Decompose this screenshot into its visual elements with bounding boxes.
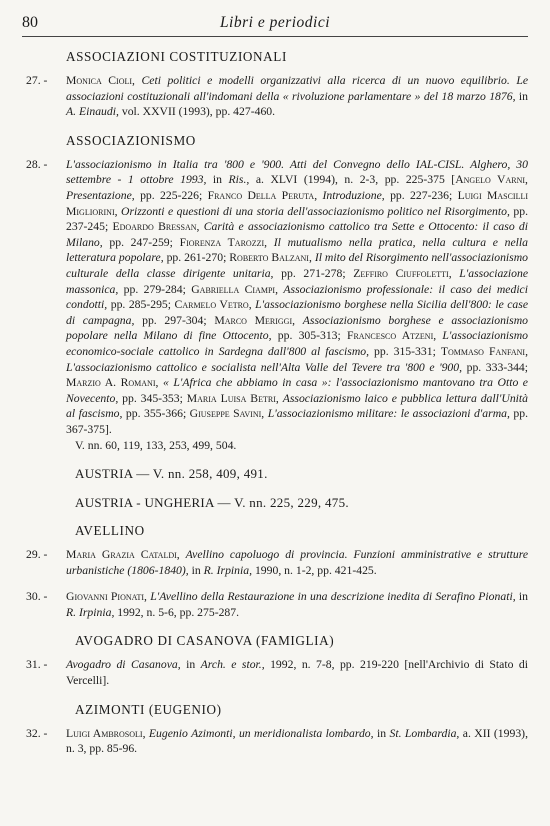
contrib-pages: pp. 297-304; — [134, 313, 215, 327]
contrib-author: Francesco Atzeni, — [346, 329, 437, 343]
page-header — [22, 8, 528, 36]
entry-text: in — [515, 590, 528, 604]
entry-text: in — [188, 563, 204, 577]
contrib-title: « L'Africa che abbiamo in casa »: l'associazionismo mantovano tra Otto e Novecento, — [66, 376, 528, 405]
entry-title: Ceti politici e modelli organizzativi alla ricerca di un nuovo equilibrio. Le associazioni costituzionali all'indomani della « rivoluzione parlamentare » del 18 marzo 1876, — [66, 74, 529, 103]
contrib-author: Edoardo Bressan, — [112, 220, 200, 234]
contrib-title: Associazionismo professionale: il caso dei medici condotti, — [66, 282, 528, 312]
entry-citation: 1990, n. 1-2, pp. 421-425. — [252, 563, 377, 577]
section-heading-avellino: AVELLINO — [75, 523, 145, 539]
entry-text: in — [180, 658, 201, 672]
contrib-author: Gabriella Ciampi, — [191, 282, 278, 296]
contrib-title: L'associazionismo militare: le associazioni d'arma, — [267, 407, 510, 421]
contrib-author: Tommaso Fanfani, — [440, 344, 528, 358]
contrib-author: Fiorenza Tarozzi, — [179, 235, 268, 249]
contrib-pages: pp. 237-245; — [66, 204, 529, 234]
section-heading-avogadro: AVOGADRO DI CASANOVA (FAMIGLIA) — [75, 633, 335, 649]
contrib-title: L'associazione massonica, — [66, 266, 529, 296]
entry-number: 28. - — [26, 157, 48, 171]
contrib-pages: pp. 261-270; — [163, 251, 230, 265]
contrib-author: Carmelo Vetro, — [174, 298, 252, 312]
contrib-pages: pp. 225-226; — [134, 188, 208, 202]
entry-source: R. Irpinia, — [66, 605, 115, 619]
entry-source: A. Einaudi, — [66, 105, 119, 119]
contrib-title: Presentazione, — [66, 188, 135, 202]
entry-citation: a. XLVI (1994), n. 2-3, pp. 225-375 [ — [249, 173, 456, 187]
entry-32 — [26, 726, 528, 757]
entry-source: Ris., — [228, 173, 250, 187]
heading-austria-ungheria: AUSTRIA - UNGHERIA — V. nn. 225, 229, 475. — [75, 495, 349, 511]
contrib-pages: pp. 279-284; — [118, 282, 192, 296]
contrib-title: Il mutualismo nella pratica, nella cultura e nella letteratura popolare, — [66, 235, 529, 265]
section-heading-associazionismo: ASSOCIAZIONISMO — [66, 132, 196, 148]
entry-text: in — [373, 726, 390, 740]
section-heading-associazioni-costituzionali: ASSOCIAZIONI COSTITUZIONALI — [66, 49, 287, 64]
contrib-pages: pp. 247-259; — [102, 235, 180, 249]
contrib-pages: pp. 285-295; — [107, 298, 175, 312]
contrib-title: Introduzione, — [322, 188, 385, 202]
contrib-title: Carità e associazionismo cattolico tra Sette e Ottocento: il caso di Milano, — [66, 220, 529, 249]
contrib-author: Roberto Balzani, — [229, 251, 312, 265]
contrib-title: Associazionismo borghese e associazionismo popolare nella Milano di fine Ottocento, — [66, 313, 529, 343]
contrib-author: Marzio A. Romani, — [66, 376, 159, 390]
contrib-title: L'associazionismo borghese nella Sicilia dell'800: le case di campagna, — [66, 298, 529, 327]
entry-text: in — [206, 173, 229, 187]
entry-author: Monica Cioli, — [66, 74, 135, 87]
section-heading-azimonti: AZIMONTI (EUGENIO) — [75, 701, 222, 717]
entry-number: 32. - — [26, 726, 48, 740]
contrib-pages: pp. 227-236; — [384, 188, 458, 202]
entry-31 — [26, 657, 528, 688]
running-title: Libri e periodici — [219, 14, 331, 31]
entry-citation: vol. XXVII (1993), pp. 427-460. — [118, 105, 276, 119]
entry-30 — [26, 589, 528, 620]
entry-author: Maria Grazia Cataldi, — [66, 548, 180, 562]
contrib-author: Franco Della Peruta, — [207, 188, 318, 202]
entry-author: Luigi Ambrosoli, — [66, 726, 146, 740]
contrib-title: Orizzonti e questioni di una storia dell'associazionismo politico nel Risorgimento, — [121, 204, 510, 218]
entry-title: L'Avellino della Restaurazione in una descrizione inedita di Serafino Pionati, — [150, 590, 516, 604]
entry-text: in — [515, 89, 529, 103]
entry-29 — [26, 547, 528, 578]
entry-source: Arch. e stor., — [200, 658, 265, 672]
contrib-author: Zeffiro Ciuffoletti, — [353, 266, 452, 280]
contrib-pages: pp. 315-331; — [369, 344, 441, 358]
entry-citation: 1992, n. 7-8, pp. 219-220 [nell'Archivio di Stato di Vercelli]. — [66, 658, 528, 688]
contrib-author: Marco Meriggi, — [214, 313, 296, 327]
contrib-pages: pp. 355-366; — [122, 407, 190, 421]
contrib-pages: pp. 271-278; — [273, 266, 354, 280]
entry-number: 27. - — [26, 74, 48, 87]
entry-title: Avellino capoluogo di provincia. Funzioni amministrative e strutture urbanistiche (1806-1840), — [66, 548, 529, 577]
heading-austria: AUSTRIA — V. nn. 258, 409, 491. — [75, 466, 268, 482]
cross-reference-associazionismo: V. nn. 60, 119, 133, 253, 499, 504. — [75, 439, 237, 453]
contrib-pages: pp. 367-375]. — [66, 407, 528, 436]
entry-title: L'associazionismo in Italia tra '800 e '900. Atti del Convegno dello IAL-CISL. Alghero, 30 settembre - 1 ottobre 1993, — [66, 157, 528, 187]
entry-citation: 1992, n. 5-6, pp. 275-287. — [114, 605, 240, 619]
entry-citation: a. XII (1993), n. 3, pp. 85-96. — [66, 726, 528, 756]
entry-title: Avogadro di Casanova, — [66, 658, 181, 672]
entry-number: 29. - — [26, 548, 48, 562]
entry-28 — [26, 157, 528, 438]
contrib-author: Giuseppe Savini, — [189, 407, 265, 421]
bibliography-content — [26, 48, 528, 757]
contrib-author: Luigi Mascilli Migliorini, — [66, 188, 529, 218]
contrib-pages: pp. 333-344; — [462, 360, 528, 374]
page-number: 80 — [22, 14, 38, 31]
contrib-pages: pp. 345-353; — [118, 391, 187, 405]
contrib-title: Associazionismo laico e pubblica lettura dall'Unità al fascismo, — [66, 391, 529, 421]
contrib-title: Il mito del Risorgimento nell'associazionismo culturale della classe dirigente unitaria, — [66, 251, 528, 280]
entry-number: 30. - — [26, 590, 48, 604]
entry-number: 31. - — [26, 658, 48, 672]
entry-source: St. Lombardia, — [389, 726, 460, 740]
entry-27 — [26, 73, 528, 120]
entry-source: R. Irpinia, — [203, 563, 253, 577]
entry-author: Giovanni Pionati, — [66, 590, 147, 604]
contrib-title: L'associazionismo economico-sociale cattolico in Sardegna dall'800 al fascismo, — [66, 329, 528, 358]
contrib-pages: pp. 305-313; — [271, 329, 347, 343]
contrib-author: Angelo Varni, — [455, 173, 528, 187]
contrib-title: L'associazionismo cattolico e socialista nell'Alta Valle del Tevere tra '800 e '900, — [66, 360, 463, 374]
contrib-author: Maria Luisa Betri, — [186, 391, 279, 405]
header-rule — [22, 36, 528, 37]
entry-title: Eugenio Azimonti, un meridionalista lombardo, — [148, 726, 374, 740]
